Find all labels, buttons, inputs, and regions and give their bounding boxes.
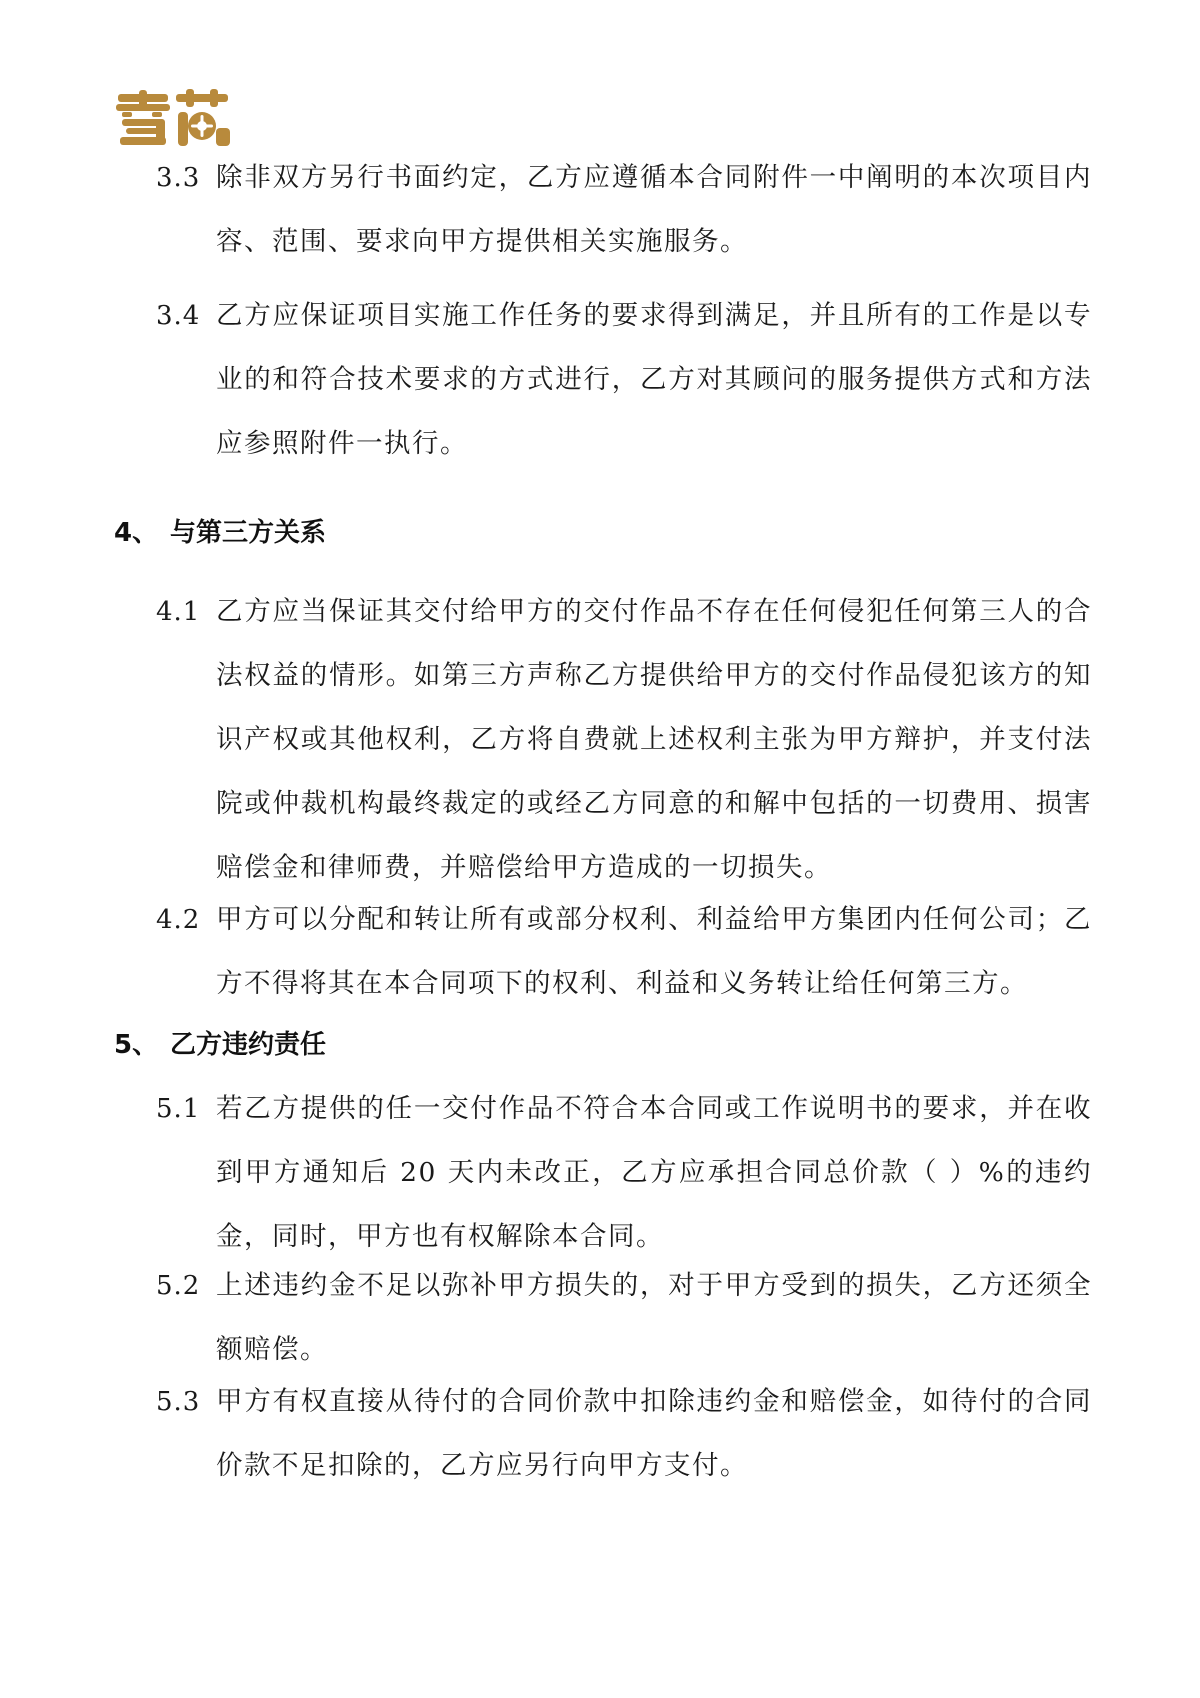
clause-text: 甲方可以分配和转让所有或部分权利、利益给甲方集团内任何公司；乙方不得将其在本合同项下的权利、利益和义务转让给任何第三方。 bbox=[216, 904, 1092, 999]
clause-number: 4.2 bbox=[156, 905, 201, 935]
clause-number: 3.3 bbox=[156, 163, 201, 193]
section-heading-4 bbox=[114, 513, 326, 553]
clause-number: 5.1 bbox=[156, 1094, 201, 1124]
section-heading-5 bbox=[114, 1025, 326, 1065]
clause-number: 5.3 bbox=[156, 1387, 201, 1417]
clause-number: 3.4 bbox=[156, 301, 201, 331]
clause-text: 上述违约金不足以弥补甲方损失的，对于甲方受到的损失，乙方还须全额赔偿。 bbox=[216, 1270, 1092, 1365]
clause-number: 4.1 bbox=[156, 597, 201, 627]
clause-text: 甲方有权直接从待付的合同价款中扣除违约金和赔偿金，如待付的合同价款不足扣除的，乙方应另行向甲方支付。 bbox=[216, 1386, 1092, 1481]
clause-text: 乙方应当保证其交付给甲方的交付作品不存在任何侵犯任何第三人的合法权益的情形。如第三方声称乙方提供给甲方的交付作品侵犯该方的知识产权或其他权利，乙方将自费就上述权利主张为甲方辩护，并支付法院或仲裁机构最终裁定的或经乙方同意的和解中包括的一切费用、损害赔偿金和律师费，并赔偿给甲方造成的一切损失。 bbox=[216, 596, 1092, 883]
company-logo bbox=[112, 88, 234, 150]
clause-text: 若乙方提供的任一交付作品不符合本合同或工作说明书的要求，并在收到甲方通知后 20 天内未改正，乙方应承担合同总价款（ ）%的违约金，同时，甲方也有权解除本合同。 bbox=[216, 1093, 1092, 1252]
logo-text bbox=[112, 150, 113, 151]
clause-text: 除非双方另行书面约定，乙方应遵循本合同附件一中阐明的本次项目内容、范围、要求向甲方提供相关实施服务。 bbox=[216, 162, 1092, 257]
section-number: 5、 bbox=[114, 1030, 159, 1060]
clause-number: 5.2 bbox=[156, 1271, 201, 1301]
section-number: 4、 bbox=[114, 518, 159, 548]
section-title: 乙方违约责任 bbox=[170, 1030, 327, 1060]
clause-text: 乙方应保证项目实施工作任务的要求得到满足，并且所有的工作是以专业的和符合技术要求的方式进行，乙方对其顾问的服务提供方式和方法应参照附件一执行。 bbox=[216, 300, 1092, 459]
section-title: 与第三方关系 bbox=[170, 518, 327, 548]
